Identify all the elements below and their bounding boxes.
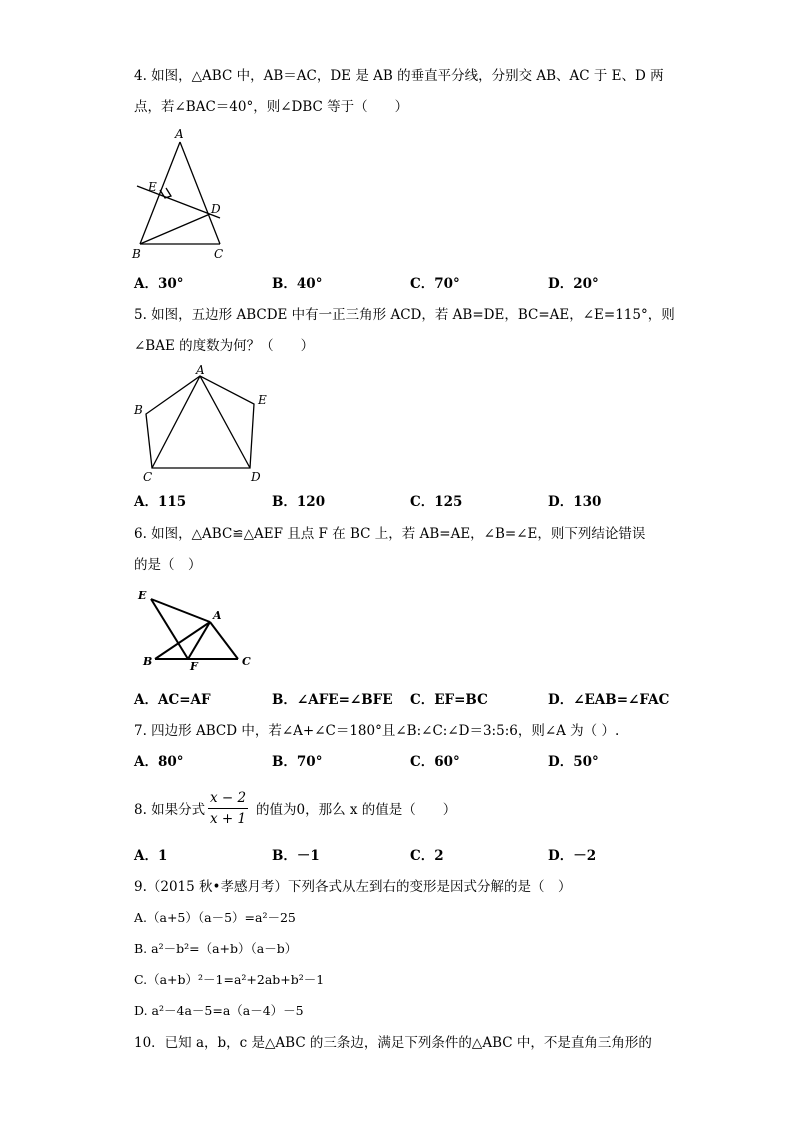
q6-text-line1: 6. 如图，△ABC≌△AEF 且点 F 在 BC 上，若 AB=AE，∠B=∠E，则下列结论错误 <box>134 526 646 542</box>
q4-segment-bd <box>140 214 210 244</box>
q5-label-a: A <box>196 363 205 377</box>
q9-option-c: C.（a+b）²－1=a²+2ab+b²－1 <box>134 972 325 987</box>
q4-side-ac <box>180 142 220 244</box>
q9-text-line1: 9.（2015 秋•孝感月考）下列各式从左到右的变形是因式分解的是（ ） <box>134 879 572 895</box>
q6-segment-af <box>188 622 210 659</box>
q4-text-line1: 4. 如图，△ABC 中，AB＝AC，DE 是 AB 的垂直平分线，分别交 AB、AC 于 E、D 两 <box>134 68 664 84</box>
q6-segment-ea <box>151 599 210 622</box>
q6-label-c: C <box>242 655 251 668</box>
q5-option-c: C．125 <box>410 494 463 510</box>
q4-label-b: B <box>132 247 141 261</box>
q10-text-line1: 10．已知 a，b，c 是△ABC 的三条边，满足下列条件的△ABC 中，不是直角三角形的 <box>134 1035 652 1051</box>
q8-numerator: x − 2 <box>209 790 247 806</box>
q6-option-c: C．EF=BC <box>410 692 488 708</box>
q4-label-a: A <box>175 127 184 141</box>
q4-label-d: D <box>211 202 221 216</box>
q7-option-a: A．80° <box>134 754 184 770</box>
q4-side-ab <box>140 142 180 244</box>
q5-option-a: A．115 <box>134 494 187 510</box>
q6-label-a: A <box>213 609 222 622</box>
q4-right-angle-mark <box>160 188 171 198</box>
q4-option-b: B．40° <box>272 276 323 292</box>
q4-option-d: D．20° <box>548 276 599 292</box>
q8-suffix: 的值为0，那么 x 的值是（ ） <box>256 802 457 818</box>
q8-option-a: A．1 <box>134 848 168 864</box>
q6-label-b: B <box>143 655 153 668</box>
q8-denominator: x + 1 <box>209 811 247 827</box>
q5-segment-ad <box>200 376 250 468</box>
q5-option-b: B．120 <box>272 494 326 510</box>
q8-option-b: B．－1 <box>272 848 320 864</box>
q5-label-b: B <box>134 403 143 417</box>
q6-label-e: E <box>138 589 147 602</box>
q5-text-line2: ∠BAE 的度数为何？（ ） <box>134 338 315 354</box>
q7-option-d: D．50° <box>548 754 599 770</box>
q4-option-a: A．30° <box>134 276 184 292</box>
q5-segment-ac <box>152 376 200 468</box>
q9-option-b: B. a²－b²=（a+b）（a－b） <box>134 941 298 956</box>
q8-prefix: 8. 如果分式 <box>134 802 206 818</box>
q7-text-line1: 7. 四边形 ABCD 中，若∠A+∠C＝180°且∠B:∠C:∠D＝3:5:6，则∠A 为（ ）. <box>134 723 620 739</box>
q5-label-e: E <box>258 393 267 407</box>
q8-fraction-bar <box>208 808 248 809</box>
q6-segment-ab <box>155 622 210 659</box>
q6-label-f: F <box>190 660 198 673</box>
q6-option-d: D．∠EAB=∠FAC <box>548 692 670 708</box>
q7-option-c: C．60° <box>410 754 460 770</box>
q4-option-c: C．70° <box>410 276 460 292</box>
q9-option-a: A.（a+5）（a－5）=a²－25 <box>134 910 296 925</box>
q5-text-line1: 5. 如图，五边形 ABCDE 中有一正三角形 ACD，若 AB=DE，BC=AE，∠E=115°，则 <box>134 307 675 323</box>
q8-fraction <box>208 789 248 828</box>
q5-label-c: C <box>143 470 153 484</box>
q6-segment-ac <box>210 622 238 659</box>
q4-label-c: C <box>214 247 224 261</box>
q8-option-c: C．2 <box>410 848 444 864</box>
q8-option-d: D．－2 <box>548 848 597 864</box>
q4-label-e: E <box>148 180 157 194</box>
q7-option-b: B．70° <box>272 754 323 770</box>
q9-option-d: D. a²－4a－5=a（a－4）－5 <box>134 1003 304 1018</box>
q5-pentagon <box>146 376 254 468</box>
q4-text-line2: 点，若∠BAC＝40°，则∠DBC 等于（ ） <box>134 99 409 115</box>
q6-segment-ef <box>151 599 188 659</box>
q5-label-d: D <box>251 470 261 484</box>
q6-text-line2: 的是（ ） <box>134 557 202 573</box>
q6-option-b: B．∠AFE=∠BFE <box>272 692 393 708</box>
q4-line-de <box>137 186 220 218</box>
q5-option-d: D．130 <box>548 494 602 510</box>
q6-option-a: A．AC=AF <box>134 692 211 708</box>
